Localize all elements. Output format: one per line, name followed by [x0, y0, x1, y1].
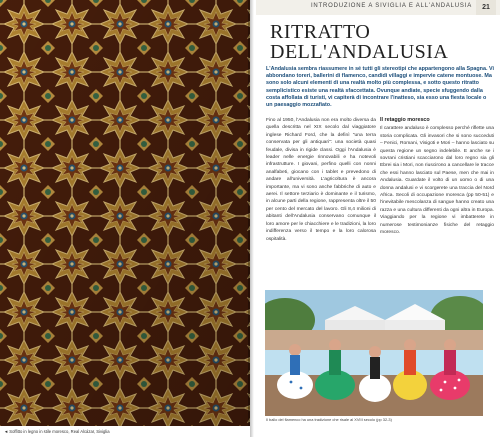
page-number: 21: [476, 0, 496, 15]
body-column-2: [380, 117, 494, 237]
flamenco-photo: [265, 290, 483, 416]
chapter-title-line1: RITRATTO: [270, 21, 371, 43]
book-gutter: [248, 0, 254, 437]
body-column-2-text: Il carattere andaluso è complesso perché riflette una storia complicata. Gli invasori che si sono succeduti – Fenici, Romani, Visigoti e Mori – hanno lasciato su questa regione un segno indelebile. E anche se i sovrani cristiani scacciarono dal loro regno sia gli Ebrei sia i Mori, non riuscirono a cancellare le tracce che essi hanno lasciato sul Paese, men che mai in Andalusia. Guardate il volto di un uomo o di una donna andalusi e vi scorgerete una traccia del Nord Africa. Secoli di occupazione moresca (pp 50-51) e l'inevitabile mescolanza di sangue hanno creato una razza e una cultura differenti da ogni altra in Europa. Viaggiando per la regione vi imbatterete in numerose testimonianze fisiche del retaggio moresco.: [380, 126, 494, 236]
photo-caption: Il ballo del flamenco ha una tradizione che risale al XVIII secolo (pp 32-3): [266, 417, 392, 422]
running-header: [256, 0, 500, 15]
section-subheading: Il retaggio moresco: [380, 117, 430, 123]
chapter-title: [270, 22, 448, 62]
running-header-section: INTRODUZIONE A SIVIGLIA E ALL'ANDALUSIA: [310, 3, 472, 9]
lead-paragraph: L'Andalusia sembra riassumere in sé tutti gli stereotipi che appartengono alla Spagna. Vi abbondano torerі, ballerini di flamenco, candidi villaggi e impervie catene montuose. Ma sono solo alcuni elementi di una realtà molto più complessa, e sotto questo ritratto semplicistico esiste una realtà sfaccettata. Ovunque andiate, specie sfuggendo dalla costa affollata di turisti, vi capiterà di incontrare l'inatteso, sia esso una fiesta locale o un paesaggio mozzafiato.: [266, 66, 494, 109]
left-page-caption: ◄ Soffitto in legno in stile moresco, Real Alcázar, Siviglia: [0, 426, 250, 437]
chapter-title-line2: DELL'ANDALUSIA: [270, 41, 449, 63]
body-column-1: Fino al 1950, l'Andalusia non era molto diversa da quella descritta nel XIX secolo dal viaggiatore inglese Richard Ford, che la definì "una terra conservata per gli antiquari": una società quasi feudale, divisa in rigide classi. Oggi l'Andalusia è leader nelle energie rinnovabili e ha notevoli infrastrutture. I giovani, perfino quelli con nonni analfabeti, giocano con i tablet e prevedono di andare all'università. L'agricoltura è ancora importante, ma vi sono anche fabbriche di auto e aerei. Il settore terziario è dominante e il turismo, in alcune parti della regione, rappresenta oltre il 50 per cento del mercato del lavoro. Gli 8,4 milioni di abitanti dell'Andalusia conservano comunque il loro amore per le chiacchiere e le tradizioni, la loro indifferenza verso il tempo e la loro calorosa ospitalità.: [266, 118, 376, 242]
